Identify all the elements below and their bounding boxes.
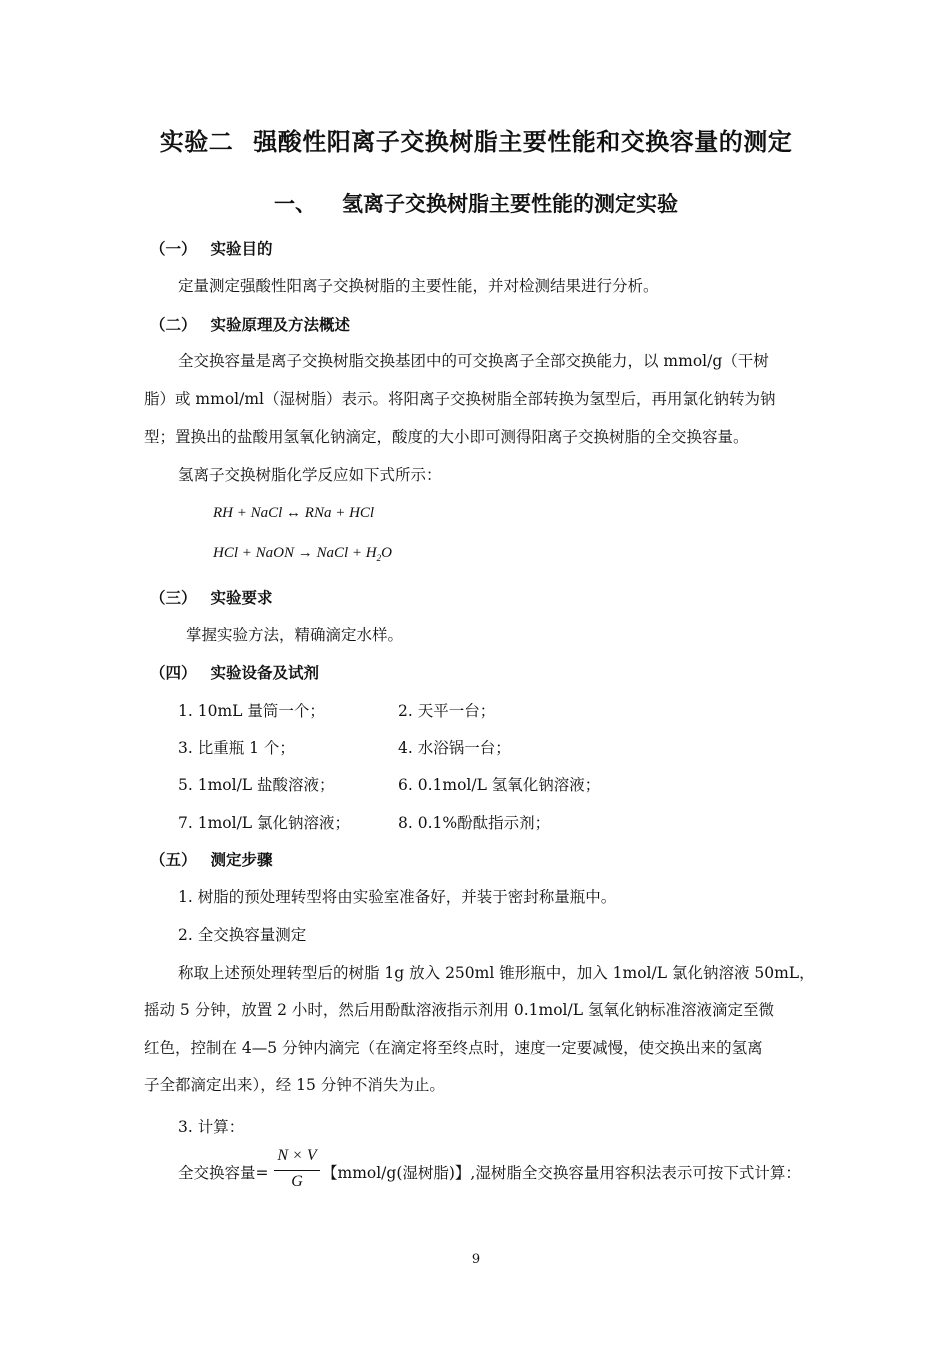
equipment-item: 3. 比重瓶 1 个； [178,739,295,757]
procedure-line: 红色，控制在 4—5 分钟内滴完（在滴定将至终点时，速度一定要减慢，使交换出来的氢离 [144,1039,763,1057]
heading-number: （四） [150,663,197,682]
equipment-item: 4. 水浴锅一台； [398,739,511,757]
formula-denominator: G [291,1173,303,1190]
equation-2-subscript: 2 [376,553,382,563]
principle-line: 型；置换出的盐酸用氢氧化钠滴定，酸度的大小即可测得阳离子交换树脂的全交换容量。 [144,428,749,446]
heading-text: 实验原理及方法概述 [210,315,351,334]
equipment-item: 1. 10mL 量筒一个； [178,702,325,720]
title-prefix: 实验二 [159,127,234,156]
formula-tail: 【mmol/g(湿树脂)】,湿树脂全交换容量用容积法表示可按下式计算： [322,1164,801,1182]
equipment-item: 5. 1mol/L 盐酸溶液； [178,776,335,794]
section-heading-equipment [150,661,319,683]
formula-label: 全交换容量= [178,1164,269,1182]
heading-number: （二） [150,315,197,334]
equipment-item: 2. 天平一台； [398,702,496,720]
section-heading-principle [150,313,350,335]
subtitle-number: 一、 [274,191,316,216]
procedure-step-2: 2. 全交换容量测定 [178,926,307,944]
requirements-text: 掌握实验方法，精确滴定水样。 [186,626,404,644]
heading-text: 测定步骤 [210,850,273,869]
heading-text: 实验设备及试剂 [210,663,320,682]
principle-line: 氢离子交换树脂化学反应如下式所示： [178,466,442,484]
equipment-item: 6. 0.1mol/L 氢氧化钠溶液； [398,776,601,794]
procedure-line: 子全都滴定出来），经 15 分钟不消失为止。 [144,1076,445,1094]
heading-number: （一） [150,239,197,258]
section-heading-purpose [150,237,273,259]
section-subtitle [0,188,952,218]
equation-2-main: HCl + NaON → NaCl + H [213,545,377,561]
equation-2-tail: O [381,545,392,561]
title-text: 强酸性阳离子交换树脂主要性能和交换容量的测定 [253,127,793,156]
equipment-item: 7. 1mol/L 氯化钠溶液； [178,814,351,832]
principle-line: 全交换容量是离子交换树脂交换基团中的可交换离子全部交换能力，以 mmol/g（干树 [178,352,769,370]
subtitle-text: 氢离子交换树脂主要性能的测定实验 [342,191,678,216]
section-heading-procedure [150,848,273,870]
procedure-line: 摇动 5 分钟，放置 2 小时，然后用酚酞溶液指示剂用 0.1mol/L 氢氧化钠标准溶液滴定至微 [144,1001,774,1019]
formula-fraction [272,1147,322,1191]
heading-text: 实验要求 [210,588,273,607]
heading-text: 实验目的 [210,239,273,258]
heading-number: （五） [150,850,197,869]
formula-numerator: N × V [277,1147,317,1164]
equipment-item: 8. 0.1%酚酞指示剂； [398,814,551,832]
section-heading-requirements [150,586,273,608]
fraction-bar [274,1170,320,1171]
equation-1: RH + NaCl ↔ RNa + HCl [213,505,375,521]
equation-2 [213,545,392,563]
page-number: 9 [471,1252,481,1267]
procedure-step-3: 3. 计算： [178,1118,245,1136]
principle-line: 脂）或 mmol/ml（湿树脂）表示。将阳离子交换树脂全部转换为氢型后，再用氯化钠转为钠 [144,390,776,408]
purpose-text: 定量测定强酸性阳离子交换树脂的主要性能，并对检测结果进行分析。 [178,277,659,295]
heading-number: （三） [150,588,197,607]
page-title [0,122,952,157]
procedure-step-1: 1. 树脂的预处理转型将由实验室准备好，并装于密封称量瓶中。 [178,888,617,906]
procedure-line: 称取上述预处理转型后的树脂 1g 放入 250ml 锥形瓶中，加入 1mol/L 氯化钠溶液 50mL， [178,964,815,982]
